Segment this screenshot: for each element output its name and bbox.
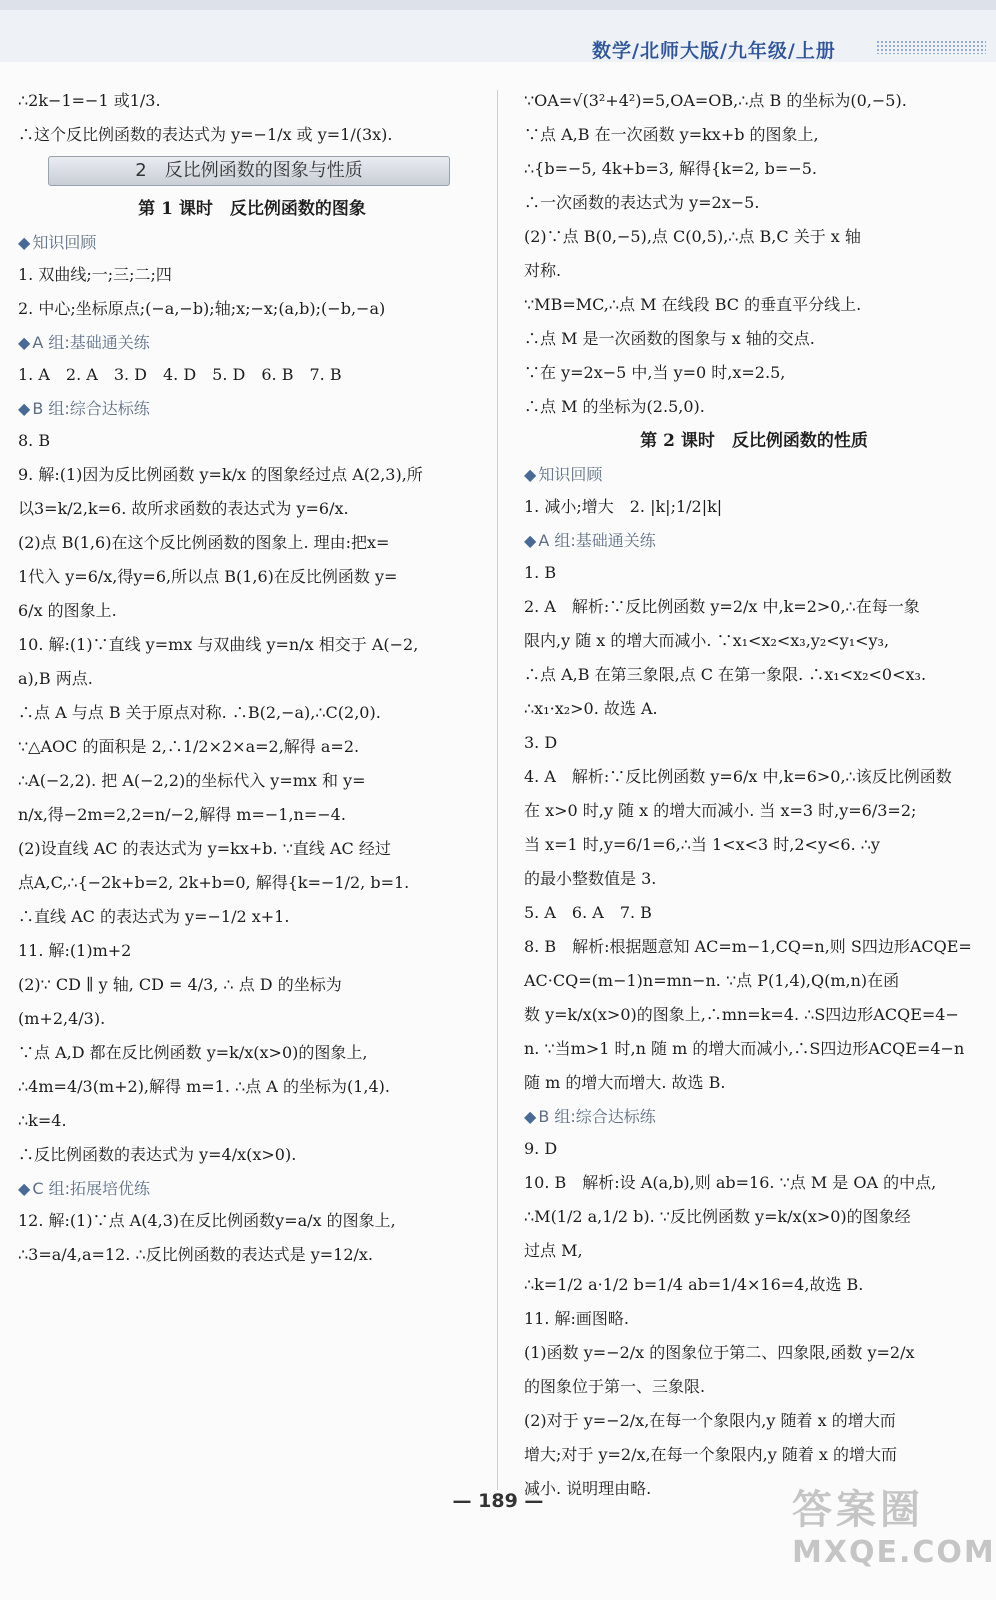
answer-line: ∴4m=4/3(m+2),解得 m=1. ∴点 A 的坐标为(1,4). [18, 1077, 390, 1096]
answer-line: (m+2,4/3). [18, 1009, 106, 1028]
answer-line: 限内,y 随 x 的增大而减小. ∵x₁<x₂<x₃,y₂<y₁<y₃, [524, 631, 890, 650]
answer-line: (1)函数 y=−2/x 的图象位于第二、四象限,函数 y=2/x [524, 1343, 915, 1362]
section-label-text: A 组:基础通关练 [32, 333, 150, 352]
answer-line: 11. 解:(1)m+2 [18, 941, 132, 960]
answer-line: ∵MB=MC,∴点 M 在线段 BC 的垂直平分线上. [524, 295, 862, 314]
answer-line: 1. A 2. A 3. D 4. D 5. D 6. B 7. B [18, 365, 342, 384]
answer-line: 11. 解:画图略. [524, 1309, 630, 1328]
answer-line: ∴直线 AC 的表达式为 y=−1/2 x+1. [18, 907, 290, 926]
answer-line: ∴k=1/2 a·1/2 b=1/4 ab=1/4×16=4,故选 B. [524, 1275, 864, 1294]
diamond-icon: ◆ [18, 399, 31, 418]
page-number: — 189 — [452, 1490, 544, 1512]
answer-line: 4. A 解析:∵反比例函数 y=6/x 中,k=6>0,∴该反比例函数 [524, 767, 952, 786]
page-header [0, 0, 996, 62]
section-label [524, 528, 984, 554]
answer-line: ∵点 A,B 在一次函数 y=kx+b 的图象上, [524, 125, 819, 144]
answer-line: ∵OA=√(3²+4²)=5,OA=OB,∴点 B 的坐标为(0,−5). [524, 91, 907, 110]
column-divider [497, 90, 498, 1490]
answer-line: ∴{b=−5, 4k+b=3, 解得{k=2, b=−5. [524, 159, 818, 178]
answer-line: 8. B 解析:根据题意知 AC=m−1,CQ=n,则 S四边形ACQE= [524, 937, 972, 956]
answer-line: ∴点 M 是一次函数的图象与 x 轴的交点. [524, 329, 815, 348]
section-label [18, 330, 486, 356]
answer-line: 12. 解:(1)∵点 A(4,3)在反比例函数y=a/x 的图象上, [18, 1211, 396, 1230]
answer-line: ∴一次函数的表达式为 y=2x−5. [524, 193, 760, 212]
answer-line: 增大;对于 y=2/x,在每一个象限内,y 随着 x 的增大而 [524, 1445, 898, 1464]
answer-line: 点A,C,∴{−2k+b=2, 2k+b=0, 解得{k=−1/2, b=1. [18, 873, 410, 892]
answer-line: 当 x=1 时,y=6/1=6,∴当 1<x<3 时,2<y<6. ∴y [524, 835, 880, 854]
answer-line: ∴M(1/2 a,1/2 b). ∵反比例函数 y=k/x(x>0)的图象经 [524, 1207, 911, 1226]
section-label-text: B 组:综合达标练 [32, 399, 150, 418]
diamond-icon: ◆ [18, 333, 31, 352]
answer-line: 10. 解:(1)∵直线 y=mx 与双曲线 y=n/x 相交于 A(−2, [18, 635, 419, 654]
lesson-title: 第 2 课时 反比例函数的性质 [640, 431, 868, 451]
answer-line: 1. 减小;增大 2. |k|;1/2|k| [524, 497, 723, 516]
answer-line: 1. B [524, 563, 557, 582]
answer-line: ∵点 A,D 都在反比例函数 y=k/x(x>0)的图象上, [18, 1043, 368, 1062]
answer-line: AC·CQ=(m−1)n=mn−n. ∵点 P(1,4),Q(m,n)在函 [524, 971, 900, 990]
answer-line: 数 y=k/x(x>0)的图象上,∴mn=k=4. ∴S四边形ACQE=4− [524, 1005, 959, 1024]
diamond-icon: ◆ [18, 1179, 31, 1198]
answer-line: a),B 两点. [18, 669, 93, 688]
header-stripe [0, 0, 996, 10]
section-label [18, 396, 486, 422]
answer-line: ∵△AOC 的面积是 2,∴1/2×2×a=2,解得 a=2. [18, 737, 360, 756]
answer-line: ∵在 y=2x−5 中,当 y=0 时,x=2.5, [524, 363, 786, 382]
answer-line: ∴点 A 与点 B 关于原点对称. ∴B(2,−a),∴C(2,0). [18, 703, 381, 722]
answer-line: ∴2k−1=−1 或1/3. [18, 91, 161, 110]
answer-line: 5. A 6. A 7. B [524, 903, 652, 922]
section-banner: 2 反比例函数的图象与性质 [48, 156, 450, 186]
answer-line: ∴这个反比例函数的表达式为 y=−1/x 或 y=1/(3x). [18, 125, 393, 144]
section-label-text: B 组:综合达标练 [538, 1107, 656, 1126]
answer-line: 在 x>0 时,y 随 x 的增大而减小. 当 x=3 时,y=6/3=2; [524, 801, 917, 820]
answer-line: (2)∵ CD ∥ y 轴, CD = 4/3, ∴ 点 D 的坐标为 [18, 975, 342, 994]
section-label-text: A 组:基础通关练 [538, 531, 656, 550]
diamond-icon: ◆ [524, 531, 537, 550]
answer-line: (2)对于 y=−2/x,在每一个象限内,y 随着 x 的增大而 [524, 1411, 896, 1430]
section-label [18, 1176, 486, 1202]
diamond-icon: ◆ [524, 1107, 537, 1126]
answer-line: 减小. 说明理由略. [524, 1479, 652, 1498]
answer-line: 对称. [524, 261, 562, 280]
answer-line: 8. B [18, 431, 51, 450]
section-label-text: 知识回顾 [32, 233, 97, 252]
section-label [524, 1104, 984, 1130]
answer-line: ∴x₁·x₂>0. 故选 A. [524, 699, 658, 718]
answer-line: (2)点 B(1,6)在这个反比例函数的图象上. 理由:把x= [18, 533, 390, 552]
answer-line: 1. 双曲线;一;三;二;四 [18, 265, 172, 284]
left-column [18, 88, 486, 1276]
section-label [524, 462, 984, 488]
answer-line: (2)设直线 AC 的表达式为 y=kx+b. ∵直线 AC 经过 [18, 839, 391, 858]
answer-line: ∴点 M 的坐标为(2.5,0). [524, 397, 705, 416]
answer-line: ∴3=a/4,a=12. ∴反比例函数的表达式是 y=12/x. [18, 1245, 374, 1264]
answer-line: 10. B 解析:设 A(a,b),则 ab=16. ∵点 M 是 OA 的中点, [524, 1173, 937, 1192]
answer-line: 9. 解:(1)因为反比例函数 y=k/x 的图象经过点 A(2,3),所 [18, 465, 423, 484]
answer-line: 2. 中心;坐标原点;(−a,−b);轴;x;−x;(a,b);(−b,−a) [18, 299, 386, 318]
diamond-icon: ◆ [524, 465, 537, 484]
answer-line: 随 m 的增大而增大. 故选 B. [524, 1073, 726, 1092]
answer-line: 9. D [524, 1139, 558, 1158]
section-label-text: C 组:拓展培优练 [32, 1179, 150, 1198]
answer-line: n. ∵当m>1 时,n 随 m 的增大而减小,∴S四边形ACQE=4−n [524, 1039, 965, 1058]
answer-line: 的最小整数值是 3. [524, 869, 657, 888]
answer-line: ∴A(−2,2). 把 A(−2,2)的坐标代入 y=mx 和 y= [18, 771, 366, 790]
answer-line: 过点 M, [524, 1241, 583, 1260]
section-label-text: 知识回顾 [538, 465, 603, 484]
answer-line: ∴点 A,B 在第三象限,点 C 在第一象限. ∴x₁<x₂<0<x₃. [524, 665, 927, 684]
answer-line: 的图象位于第一、三象限. [524, 1377, 706, 1396]
answer-line: 2. A 解析:∵反比例函数 y=2/x 中,k=2>0,∴在每一象 [524, 597, 920, 616]
answer-line: 1代入 y=6/x,得y=6,所以点 B(1,6)在反比例函数 y= [18, 567, 398, 586]
answer-line: 6/x 的图象上. [18, 601, 117, 620]
right-column [524, 88, 984, 1510]
answer-line: (2)∵点 B(0,−5),点 C(0,5),∴点 B,C 关于 x 轴 [524, 227, 861, 246]
answer-line: ∴反比例函数的表达式为 y=4/x(x>0). [18, 1145, 297, 1164]
watermark-text: 答案圈 [792, 1487, 924, 1533]
answer-line: 以3=k/2,k=6. 故所求函数的表达式为 y=6/x. [18, 499, 349, 518]
header-dot-pattern [876, 40, 986, 54]
watermark-url: MXQE.COM [792, 1535, 996, 1570]
book-title: 数学/北师大版/九年级/上册 [592, 40, 836, 62]
watermark-logo [792, 1478, 996, 1588]
answer-line: n/x,得−2m=2,2=n/−2,解得 m=−1,n=−4. [18, 805, 346, 824]
section-label [18, 230, 486, 256]
lesson-title: 第 1 课时 反比例函数的图象 [138, 199, 366, 219]
answer-line: ∴k=4. [18, 1111, 67, 1130]
diamond-icon: ◆ [18, 233, 31, 252]
answer-line: 3. D [524, 733, 558, 752]
